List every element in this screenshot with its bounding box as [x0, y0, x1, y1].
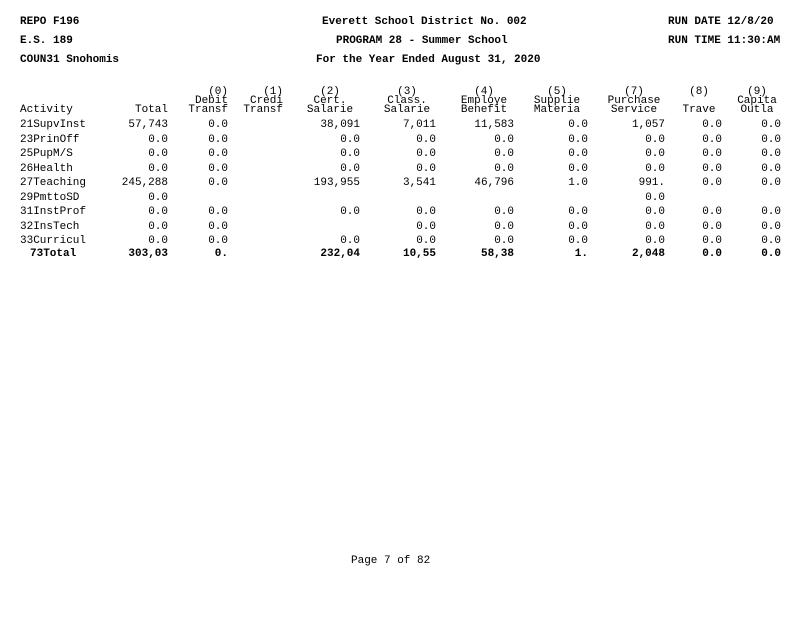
column-header-employee-benefits: Employe [460, 95, 508, 107]
table-cell-classified-salaries: 0.0 [416, 220, 436, 233]
column-header-capital-outlay: Capita [737, 95, 777, 107]
column-header-debit-transfers: Transf [188, 104, 228, 116]
row-activity-label: 27Teaching [20, 177, 87, 189]
total-cell-classified-salaries: 10,55 [402, 248, 436, 260]
table-cell-debit-transfers: 0.0 [208, 148, 228, 160]
row-activity-label: 21SupvInst [20, 119, 87, 131]
column-header-travel: Trave [682, 104, 716, 116]
table-cell-capital-outlay: 0.0 [761, 235, 781, 247]
table-cell-total: 0.0 [148, 133, 168, 146]
table-cell-classified-salaries: 0.0 [416, 133, 436, 146]
table-cell-employee-benefits: 0.0 [494, 148, 514, 160]
report-id: REPO F196 [20, 16, 80, 28]
table-cell-classified-salaries: 0.0 [416, 235, 436, 247]
table-cell-debit-transfers: 0.0 [208, 220, 228, 233]
table-cell-supplies-materials: 0.0 [568, 162, 588, 175]
column-header-supplies-materials: (5) [547, 86, 567, 98]
total-cell-certificated-salaries: 232,04 [320, 248, 360, 260]
column-header-credit-transfers: Transf [243, 104, 283, 116]
table-cell-capital-outlay: 0.0 [761, 162, 781, 175]
table-cell-supplies-materials: 0.0 [568, 220, 588, 233]
table-cell-travel: 0.0 [702, 133, 722, 146]
table-cell-capital-outlay: 0.0 [761, 177, 781, 189]
table-cell-capital-outlay: 0.0 [761, 220, 781, 233]
column-header-supplies-materials: Supplie [533, 95, 581, 107]
row-activity-label: 23PrinOff [20, 133, 80, 146]
table-cell-classified-salaries: 0.0 [416, 206, 436, 218]
table-cell-supplies-materials: 1.0 [568, 177, 588, 189]
total-row-label: 73Total [30, 248, 77, 260]
table-cell-capital-outlay: 0.0 [761, 133, 781, 146]
table-cell-supplies-materials: 0.0 [568, 206, 588, 218]
table-cell-debit-transfers: 0.0 [208, 133, 228, 146]
column-header-travel: (8) [689, 86, 709, 98]
table-cell-purchased-services: 0.0 [645, 206, 665, 218]
total-cell-total: 303,03 [128, 248, 168, 260]
table-cell-purchased-services: 991. [638, 177, 665, 189]
column-header-capital-outlay: (9) [747, 86, 767, 98]
table-cell-certificated-salaries: 0.0 [340, 162, 360, 175]
table-cell-certificated-salaries: 0.0 [340, 133, 360, 146]
run-date: RUN DATE 12/8/20 [668, 16, 774, 28]
total-cell-purchased-services: 2,048 [631, 248, 665, 260]
table-cell-employee-benefits: 0.0 [494, 133, 514, 146]
table-cell-certificated-salaries: 38,091 [320, 119, 360, 131]
row-activity-label: 25PupM/S [20, 148, 73, 160]
table-cell-purchased-services: 0.0 [645, 220, 665, 233]
table-cell-travel: 0.0 [702, 206, 722, 218]
table-cell-employee-benefits: 46,796 [474, 177, 514, 189]
page-number: Page 7 of 82 [351, 555, 431, 567]
table-cell-travel: 0.0 [702, 177, 722, 189]
table-cell-classified-salaries: 0.0 [416, 148, 436, 160]
table-cell-supplies-materials: 0.0 [568, 119, 588, 131]
table-cell-classified-salaries: 0.0 [416, 162, 436, 175]
table-cell-supplies-materials: 0.0 [568, 133, 588, 146]
table-cell-certificated-salaries: 0.0 [340, 148, 360, 160]
column-header-purchased-services: Purchase [607, 95, 661, 107]
column-header-certificated-salaries: Salarie [306, 104, 354, 116]
total-cell-employee-benefits: 58,38 [480, 248, 514, 260]
table-cell-capital-outlay: 0.0 [761, 119, 781, 131]
column-header-credit-transfers: Credi [249, 95, 283, 107]
row-activity-label: 32InsTech [20, 220, 80, 233]
run-time: RUN TIME 11:30:AM [668, 35, 781, 47]
column-header-capital-outlay: Outla [740, 104, 774, 116]
table-cell-travel: 0.0 [702, 148, 722, 160]
table-cell-total: 57,743 [128, 119, 168, 131]
column-header-classified-salaries: (3) [397, 86, 417, 98]
column-header-credit-transfers: (1) [263, 86, 283, 98]
table-cell-total: 0.0 [148, 162, 168, 175]
row-activity-label: 26Health [20, 162, 73, 175]
table-cell-employee-benefits: 0.0 [494, 220, 514, 233]
county-name: COUN31 Snohomis [20, 54, 120, 66]
es-number: E.S. 189 [20, 35, 73, 47]
table-cell-purchased-services: 0.0 [645, 162, 665, 175]
table-cell-employee-benefits: 0.0 [494, 235, 514, 247]
total-cell-supplies-materials: 1. [574, 248, 588, 260]
table-cell-employee-benefits: 0.0 [494, 206, 514, 218]
table-cell-debit-transfers: 0.0 [208, 235, 228, 247]
row-activity-label: 29PmttoSD [20, 191, 80, 204]
column-header-classified-salaries: Class. [387, 95, 427, 107]
table-cell-certificated-salaries: 193,955 [313, 177, 360, 189]
district-name: Everett School District No. 002 [322, 16, 527, 28]
column-header-debit-transfers: Debit [194, 95, 228, 107]
table-cell-employee-benefits: 11,583 [474, 119, 514, 131]
table-cell-purchased-services: 0.0 [645, 191, 665, 204]
table-cell-debit-transfers: 0.0 [208, 119, 228, 131]
table-cell-certificated-salaries: 0.0 [340, 206, 360, 218]
column-header-debit-transfers: (0) [208, 86, 228, 98]
column-header-activity: Activity [20, 104, 73, 116]
table-cell-debit-transfers: 0.0 [208, 162, 228, 175]
table-cell-total: 0.0 [148, 148, 168, 160]
table-cell-travel: 0.0 [702, 162, 722, 175]
table-cell-total: 0.0 [148, 191, 168, 204]
column-header-classified-salaries: Salarie [383, 104, 431, 116]
column-header-purchased-services: (7) [624, 86, 644, 98]
table-cell-purchased-services: 1,057 [631, 119, 665, 131]
table-cell-travel: 0.0 [702, 220, 722, 233]
fiscal-period: For the Year Ended August 31, 2020 [316, 54, 541, 66]
total-cell-travel: 0.0 [702, 248, 722, 260]
column-header-employee-benefits: (4) [474, 86, 494, 98]
table-cell-total: 0.0 [148, 235, 168, 247]
total-cell-debit-transfers: 0. [214, 248, 228, 260]
table-cell-classified-salaries: 7,011 [402, 119, 436, 131]
table-cell-total: 0.0 [148, 206, 168, 218]
column-header-certificated-salaries: Cert. [313, 95, 347, 107]
table-cell-capital-outlay: 0.0 [761, 206, 781, 218]
table-cell-total: 0.0 [148, 220, 168, 233]
column-header-supplies-materials: Materia [533, 104, 581, 116]
table-cell-capital-outlay: 0.0 [761, 148, 781, 160]
row-activity-label: 31InstProf [20, 206, 87, 218]
table-cell-classified-salaries: 3,541 [402, 177, 436, 189]
table-cell-certificated-salaries: 0.0 [340, 235, 360, 247]
table-cell-debit-transfers: 0.0 [208, 206, 228, 218]
table-cell-purchased-services: 0.0 [645, 148, 665, 160]
row-activity-label: 33Curricul [20, 235, 87, 247]
program-name: PROGRAM 28 - Summer School [336, 35, 508, 47]
table-cell-travel: 0.0 [702, 119, 722, 131]
table-cell-purchased-services: 0.0 [645, 133, 665, 146]
column-header-certificated-salaries: (2) [320, 86, 340, 98]
table-cell-supplies-materials: 0.0 [568, 148, 588, 160]
table-cell-supplies-materials: 0.0 [568, 235, 588, 247]
table-cell-total: 245,288 [121, 177, 168, 189]
column-header-purchased-services: Service [610, 104, 658, 116]
table-cell-purchased-services: 0.0 [645, 235, 665, 247]
table-cell-employee-benefits: 0.0 [494, 162, 514, 175]
table-cell-debit-transfers: 0.0 [208, 177, 228, 189]
column-header-total: Total [134, 104, 168, 116]
total-cell-capital-outlay: 0.0 [761, 248, 781, 260]
table-cell-travel: 0.0 [702, 235, 722, 247]
column-header-employee-benefits: Benefit [460, 104, 508, 116]
